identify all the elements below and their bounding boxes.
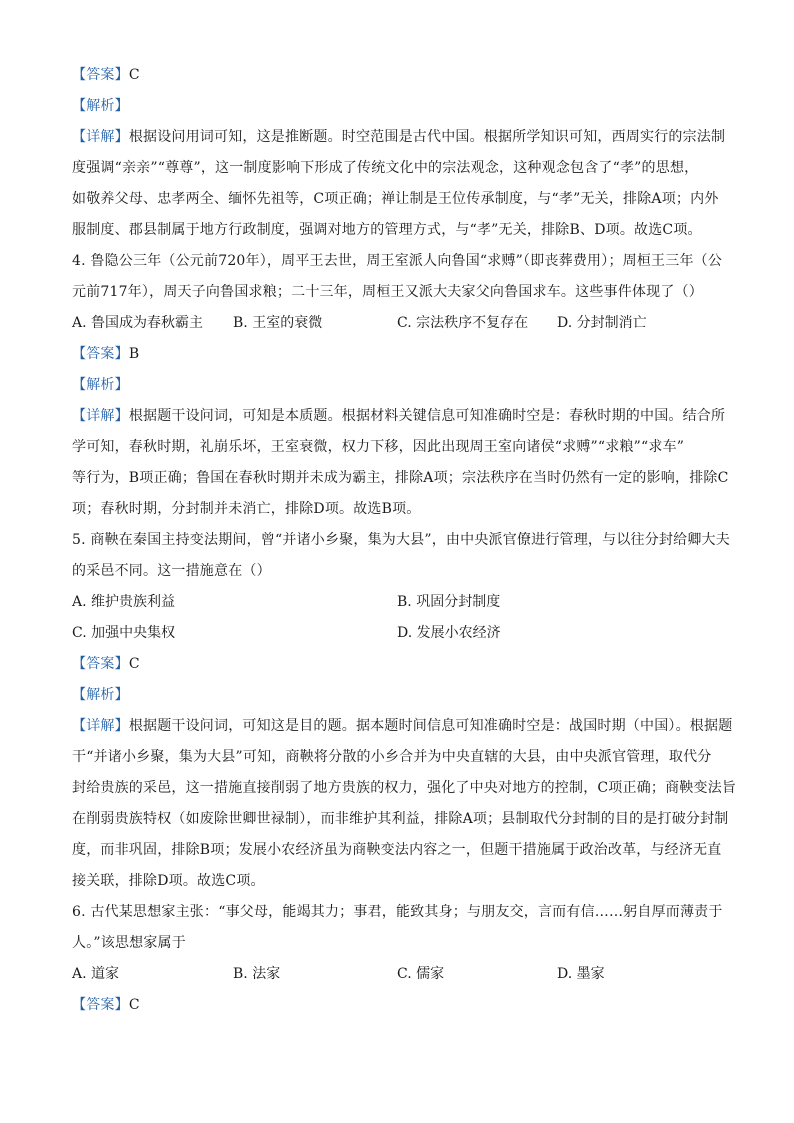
analysis-heading [72, 685, 129, 705]
detail-line: 学可知，春秋时期，礼崩乐坏，王室衰微，权力下移，因此出现周王室向诸侯“求赙”“求粮”“求车” [72, 439, 685, 455]
analysis-tag: 【解析】 [72, 98, 129, 114]
question-stem: 人。”该思想家属于 [72, 935, 186, 951]
detail-text: 根据题干设问词，可知这是目的题。据本题时间信息可知准确时空是：战国时期（中国）。根据题 [128, 718, 733, 734]
answer-line [72, 65, 140, 85]
answer-tag: 【答案】 [72, 346, 129, 362]
detail-line: 服制度、郡县制属于地方行政制度，强调对地方的管理方式，与“孝”无关，排除B、D项。故选C项。 [72, 222, 702, 238]
option-c: C. 加强中央集权 [72, 625, 176, 641]
detail-line: 如敬养父母、忠孝两全、缅怀先祖等，C项正确；禅让制是王位传承制度，与“孝”无关，排除A项；内外 [72, 191, 719, 207]
detail-line: 度强调“亲亲”“尊尊”，这一制度影响下形成了传统文化中的宗法观念，这种观念包含了“孝”的思想， [72, 160, 699, 176]
question-stem: 6. 古代某思想家主张：“事父母，能竭其力；事君，能致其身；与朋友交，言而有信……躬自厚而薄责于 [72, 904, 723, 920]
question-stem: 的采邑不同。这一措施意在（） [72, 563, 271, 579]
detail-line: 在削弱贵族特权（如废除世卿世禄制），而非维护其利益，排除A项；县制取代分封制的目的是打破分封制 [72, 811, 729, 827]
option-d: D. 发展小农经济 [397, 625, 501, 641]
detail-line: 接关联，排除D项。故选C项。 [72, 873, 265, 889]
answer-tag: 【答案】 [72, 67, 129, 83]
answer-value: C [128, 656, 140, 672]
answer-value: C [128, 997, 140, 1013]
detail-line: 干“并诸小乡聚，集为大县”可知，商鞅将分散的小乡合并为中央直辖的大县，由中央派官管理，取代分 [72, 749, 712, 765]
answer-value: B [128, 346, 140, 362]
option-b: B. 巩固分封制度 [397, 594, 501, 610]
detail-line: 项；春秋时期，分封制并未消亡，排除D项。故选B项。 [72, 501, 421, 517]
option-c: C. 儒家 [397, 966, 445, 982]
option-d: D. 墨家 [557, 966, 605, 982]
answer-value: C [128, 67, 140, 83]
option-a: A. 鲁国成为春秋霸主 [72, 315, 204, 331]
detail-line [72, 716, 732, 736]
option-b: B. 王室的衰微 [233, 315, 323, 331]
answer-line [72, 344, 139, 364]
detail-line: 封给贵族的采邑，这一措施直接削弱了地方贵族的权力，强化了中央对地方的控制，C项正确；商鞅变法旨 [72, 780, 737, 796]
question-stem: 4. 鲁隐公三年（公元前720年），周平王去世，周王室派人向鲁国“求赙”（即丧葬费用）；周桓王三年（公 [72, 253, 723, 269]
detail-tag: 【详解】 [72, 718, 129, 734]
detail-text: 根据题干设问词，可知是本质题。根据材料关键信息可知准确时空是：春秋时期的中国。结合所 [128, 408, 726, 424]
detail-line [72, 127, 725, 147]
option-b: B. 法家 [233, 966, 281, 982]
question-stem: 5. 商鞅在秦国主持变法期间，曾“并诸小乡聚，集为大县”，由中央派官僚进行管理，与以往分封给卿大夫 [72, 532, 730, 548]
answer-line [72, 654, 140, 674]
analysis-tag: 【解析】 [72, 377, 129, 393]
answer-tag: 【答案】 [72, 997, 129, 1013]
detail-tag: 【详解】 [72, 408, 129, 424]
option-d: D. 分封制消亡 [557, 315, 647, 331]
detail-text: 根据设问用词可知，这是推断题。时空范围是古代中国。根据所学知识可知，西周实行的宗法制 [128, 129, 726, 145]
detail-tag: 【详解】 [72, 129, 129, 145]
option-c: C. 宗法秩序不复存在 [397, 315, 529, 331]
detail-line: 等行为，B项正确；鲁国在春秋时期并未成为霸主，排除A项；宗法秩序在当时仍然有一定的影响，排除C [72, 470, 729, 486]
question-stem: 元前717年），周天子向鲁国求粮；二十三年，周桓王又派大夫家父向鲁国求车。这些事件体现了（） [72, 284, 703, 300]
detail-line [72, 406, 725, 426]
answer-line [72, 995, 140, 1015]
analysis-tag: 【解析】 [72, 687, 129, 703]
analysis-heading [72, 96, 129, 116]
option-a: A. 维护贵族利益 [72, 594, 176, 610]
detail-line: 度，而非巩固，排除B项；发展小农经济虽为商鞅变法内容之一，但题干措施属于政治改革，与经济无直 [72, 842, 722, 858]
answer-tag: 【答案】 [72, 656, 129, 672]
analysis-heading [72, 375, 129, 395]
option-a: A. 道家 [72, 966, 120, 982]
